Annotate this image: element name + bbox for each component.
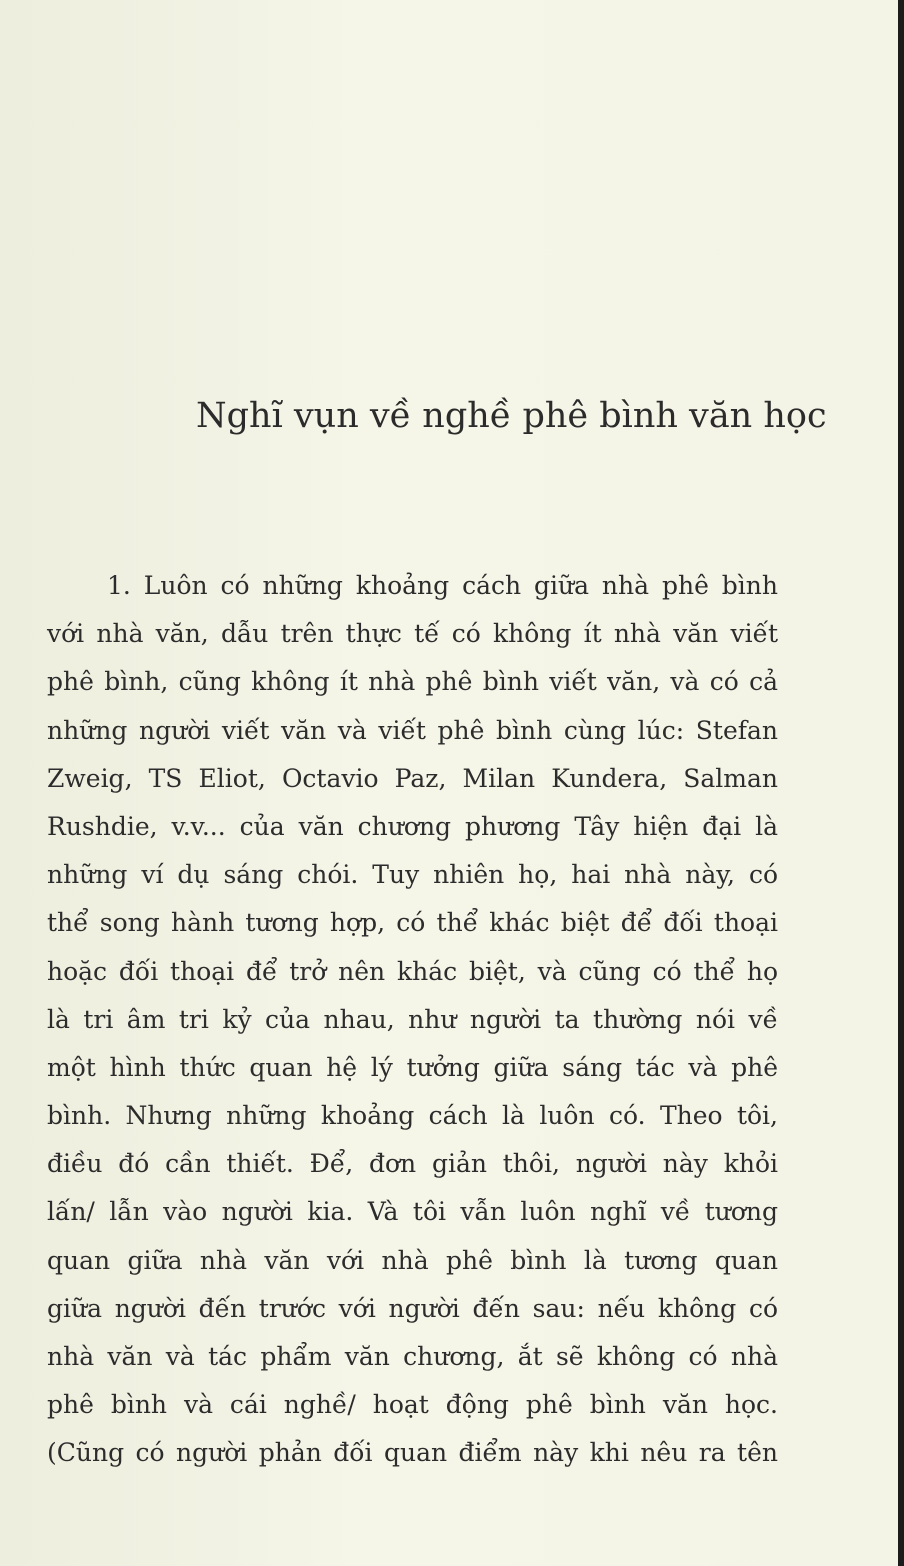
text-line: điều đó cần thiết. Để, đơn giản thôi, người này khỏi (47, 1149, 778, 1179)
text-line: thể song hành tương hợp, có thể khác biệt để đối thoại (47, 908, 778, 938)
text-line: giữa người đến trước với người đến sau: nếu không có (47, 1293, 778, 1323)
chapter-title: Nghĩ vụn về nghề phê bình văn học (196, 396, 827, 436)
text-line: quan giữa nhà văn với nhà phê bình là tương quan (47, 1245, 778, 1275)
text-line: những người viết văn và viết phê bình cùng lúc: Stefan (47, 715, 778, 745)
text-line: những ví dụ sáng chói. Tuy nhiên họ, hai nhà này, có (47, 860, 778, 890)
text-line: Rushdie, v.v... của văn chương phương Tây hiện đại là (47, 811, 778, 841)
text-line: phê bình, cũng không ít nhà phê bình viết văn, và có cả (47, 667, 778, 697)
text-line: hoặc đối thoại để trở nên khác biệt, và cũng có thể họ (47, 956, 778, 986)
page-edge (898, 0, 904, 1566)
text-line: phê bình và cái nghề/ hoạt động phê bình văn học. (47, 1390, 778, 1420)
text-line: Zweig, TS Eliot, Octavio Paz, Milan Kundera, Salman (47, 763, 778, 793)
text-line: lấn/ lẫn vào người kia. Và tôi vẫn luôn nghĩ về tương (47, 1197, 778, 1227)
text-line: (Cũng có người phản đối quan điểm này khi nêu ra tên (47, 1438, 778, 1468)
text-line: một hình thức quan hệ lý tưởng giữa sáng tác và phê (47, 1052, 778, 1082)
text-line: là tri âm tri kỷ của nhau, như người ta thường nói về (47, 1004, 778, 1034)
text-line: bình. Nhưng những khoảng cách là luôn có. Theo tôi, (47, 1101, 778, 1131)
paragraph-1 (47, 562, 778, 1478)
text-line: với nhà văn, dẫu trên thực tế có không ít nhà văn viết (47, 619, 778, 649)
text-line: nhà văn và tác phẩm văn chương, ắt sẽ không có nhà (47, 1342, 778, 1371)
text-line: 1. Luôn có những khoảng cách giữa nhà phê bình (107, 571, 778, 600)
